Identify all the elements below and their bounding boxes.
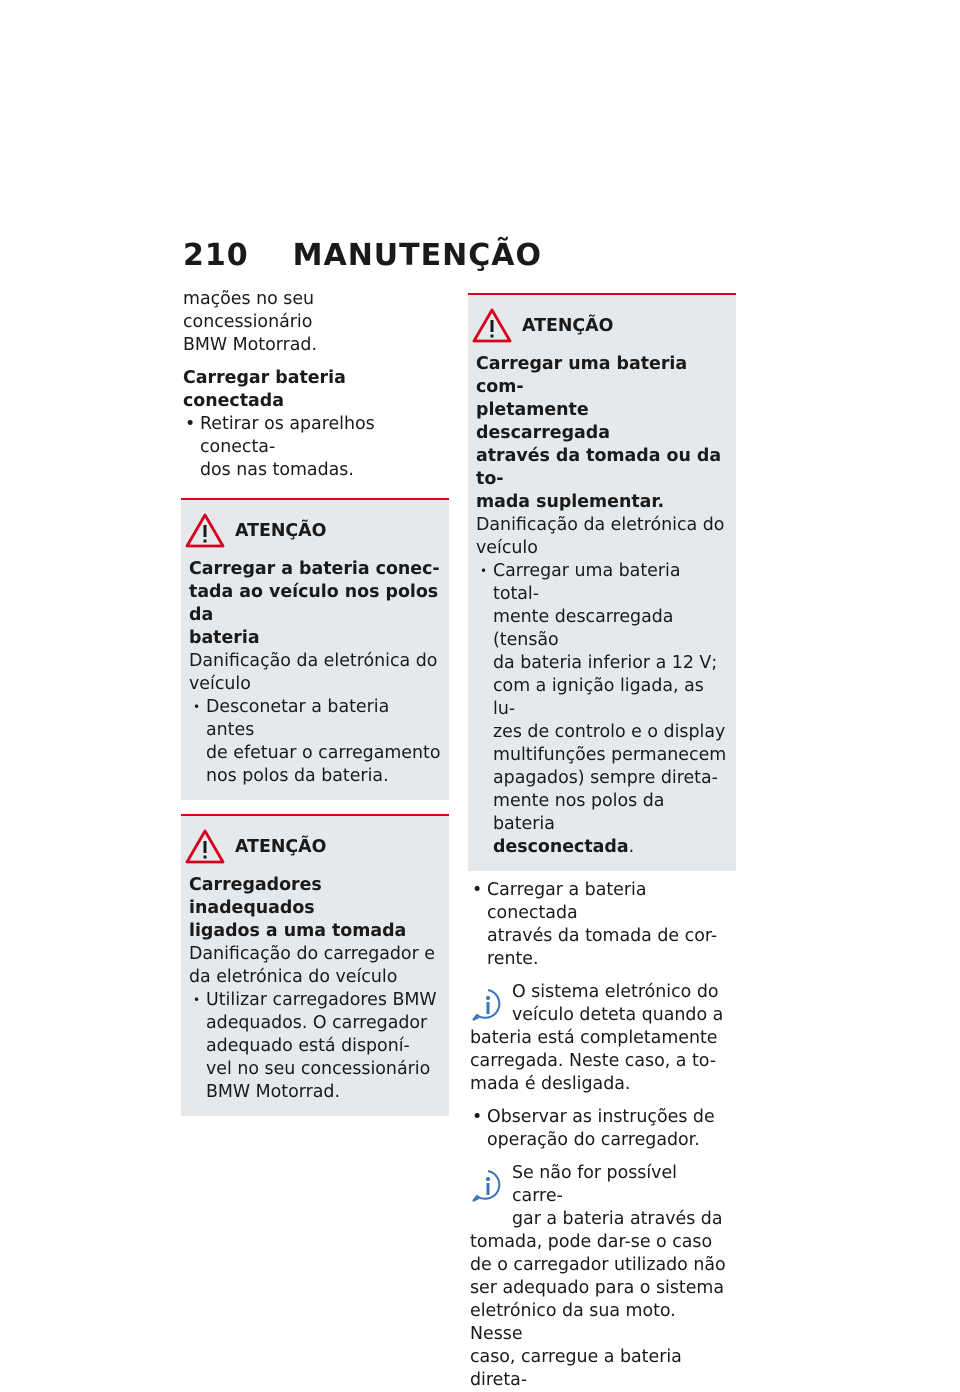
warning-heading: através da tomada ou da to- — [476, 446, 722, 489]
warning-heading: ligados a uma tomada — [189, 921, 407, 941]
warning-desc: da eletrónica do veículo — [189, 967, 398, 987]
warning-heading: Carregadores inadequados — [189, 875, 322, 918]
list-item: • Utilizar carregadores BMW adequados. O carregador adequado está disponí- vel no seu concessionário BMW Motorrad. — [189, 989, 441, 1104]
page-number: 210 — [183, 238, 249, 273]
info-icon — [470, 987, 506, 1023]
warning-heading: Carregar uma bateria com- — [476, 354, 688, 397]
list-item: • Carregar a bateria conectada através da tomada de cor- rente. — [470, 879, 732, 971]
warning-desc: Danificação da eletrónica do — [189, 651, 438, 671]
warning-desc: veículo — [189, 674, 251, 694]
list-item: • Carregar uma bateria total- mente descarregada (tensão da bateria inferior a 12 V; com a ignição ligada, as lu- zes de controlo e o display multifunções permanecem apagados) sempre direta- mente nos polos da bateria desconectada. — [476, 560, 728, 859]
warning-icon — [185, 829, 225, 865]
warning-heading: pletamente descarregada — [476, 400, 610, 443]
left-column — [181, 288, 449, 1116]
intro-line: BMW Motorrad. — [183, 335, 317, 355]
warning-heading: mada suplementar. — [476, 492, 665, 512]
list-item: • Observar as instruções de operação do carregador. — [470, 1106, 732, 1152]
warning-title: ATENÇÃO — [476, 305, 728, 347]
right-column — [468, 293, 736, 1392]
warning-heading: Carregar a bateria conec- — [189, 559, 440, 579]
warning-heading: tada ao veículo nos polos da — [189, 582, 439, 625]
warning-desc: Danificação da eletrónica do — [476, 515, 725, 535]
info-note: O sistema eletrónico do veículo deteta quando a bateria está completamente carregada. Neste caso, a to- mada é desligada. — [470, 982, 724, 1094]
warning-desc: Danificação do carregador e — [189, 944, 435, 964]
warning-title: ATENÇÃO — [189, 826, 441, 868]
list-item: • Retirar os aparelhos conecta- dos nas tomadas. — [183, 413, 445, 482]
warning-box — [468, 293, 736, 871]
warning-icon — [185, 513, 225, 549]
warning-box — [181, 498, 449, 800]
info-icon — [470, 1168, 506, 1204]
page-title: MANUTENÇÃO — [292, 238, 542, 273]
emphasis: desconectada — [493, 837, 629, 857]
page-header — [183, 238, 542, 273]
warning-box — [181, 814, 449, 1116]
warning-title: ATENÇÃO — [189, 510, 441, 552]
warning-desc: veículo — [476, 538, 538, 558]
warning-heading: bateria — [189, 628, 260, 648]
intro-line: mações no seu concessionário — [183, 289, 315, 332]
subheading: Carregar bateria conectada — [183, 368, 346, 411]
list-item: • Desconetar a bateria antes de efetuar o carregamento nos polos da bateria. — [189, 696, 441, 788]
warning-icon — [472, 308, 512, 344]
info-note: Se não for possível carre- gar a bateria através da tomada, pode dar-se o caso de o carregador utilizado não ser adequado para o sistema eletrónico da sua moto. Nesse caso, carregue a bateria direta- — [470, 1163, 726, 1390]
